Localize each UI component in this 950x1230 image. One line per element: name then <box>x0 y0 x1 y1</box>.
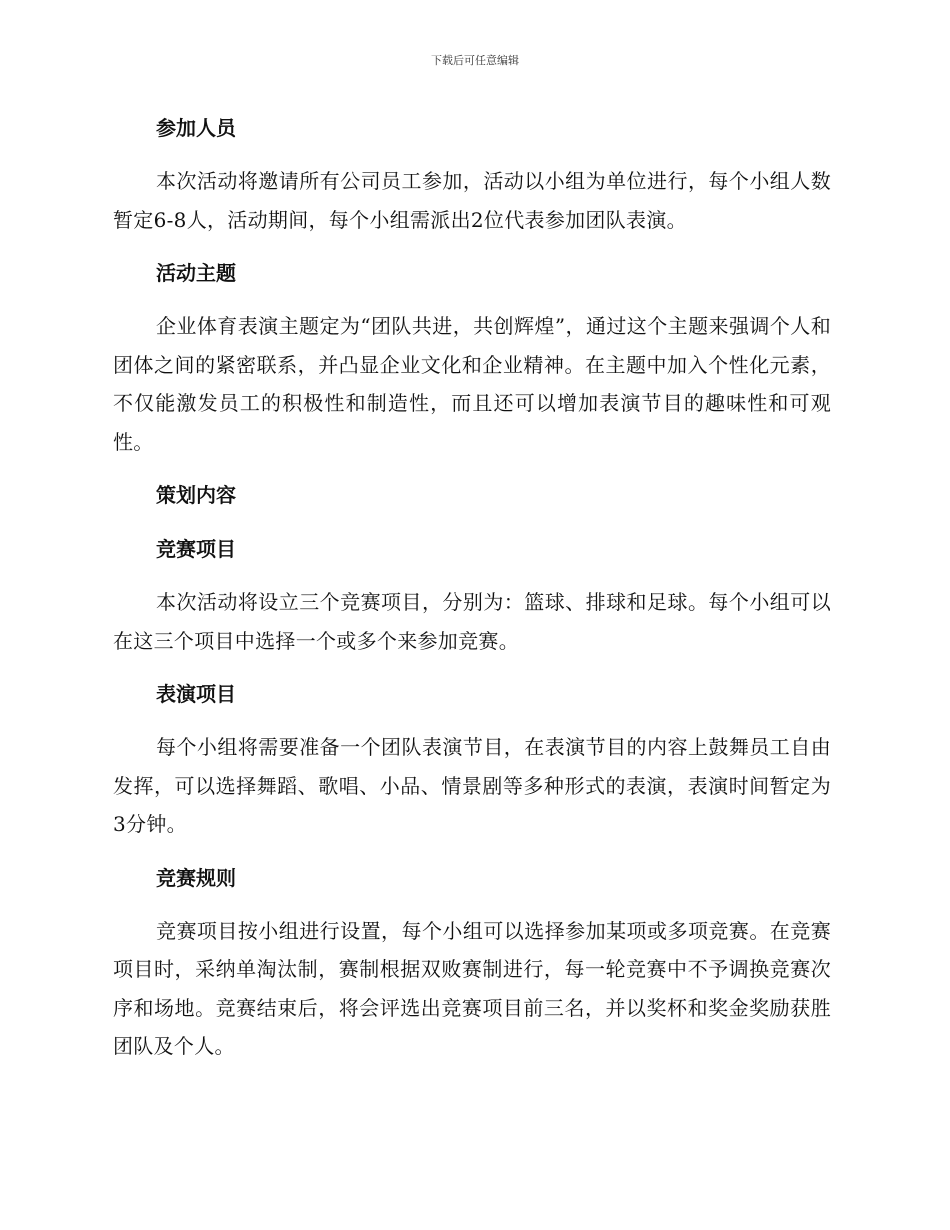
heading-plan: 策划内容 <box>156 483 236 507</box>
heading-rules: 竞赛规则 <box>156 865 236 890</box>
document-body <box>113 108 831 1080</box>
heading-participants: 参加人员 <box>156 116 236 140</box>
paragraph-theme: 企业体育表演主题定为“团队共进，共创辉煌”，通过这个主题来强调个人和团体之间的紧密联系，并凸显企业文化和企业精神。在主题中加入个性化元素，不仅能激发员工的积极性和制造性，而且还可以增加表演节目的趣味性和可观性。 <box>113 314 831 454</box>
heading-competition: 竞赛项目 <box>156 537 236 561</box>
heading-theme: 活动主题 <box>156 261 236 285</box>
heading-performance: 表演项目 <box>156 682 236 706</box>
paragraph-rules: 竞赛项目按小组进行设置，每个小组可以选择参加某项或多项竞赛。在竞赛项目时，采纳单淘汰制，赛制根据双败赛制进行，每一轮竞赛中不予调换竞赛次序和场地。竞赛结束后，将会评选出竞赛项目前三名，并以奖杯和奖金奖励获胜团队及个人。 <box>113 918 831 1058</box>
paragraph-participants: 本次活动将邀请所有公司员工参加，活动以小组为单位进行，每个小组人数暂定6-8人，活动期间，每个小组需派出2位代表参加团队表演。 <box>113 169 831 232</box>
paragraph-performance: 每个小组将需要准备一个团队表演节目，在表演节目的内容上鼓舞员工自由发挥，可以选择舞蹈、歌唱、小品、情景剧等多种形式的表演，表演时间暂定为3分钟。 <box>113 735 831 836</box>
paragraph-competition: 本次活动将设立三个竞赛项目，分别为：篮球、排球和足球。每个小组可以在这三个项目中选择一个或多个来参加竞赛。 <box>113 590 831 653</box>
page-header: 下载后可任意编辑 <box>431 54 519 67</box>
